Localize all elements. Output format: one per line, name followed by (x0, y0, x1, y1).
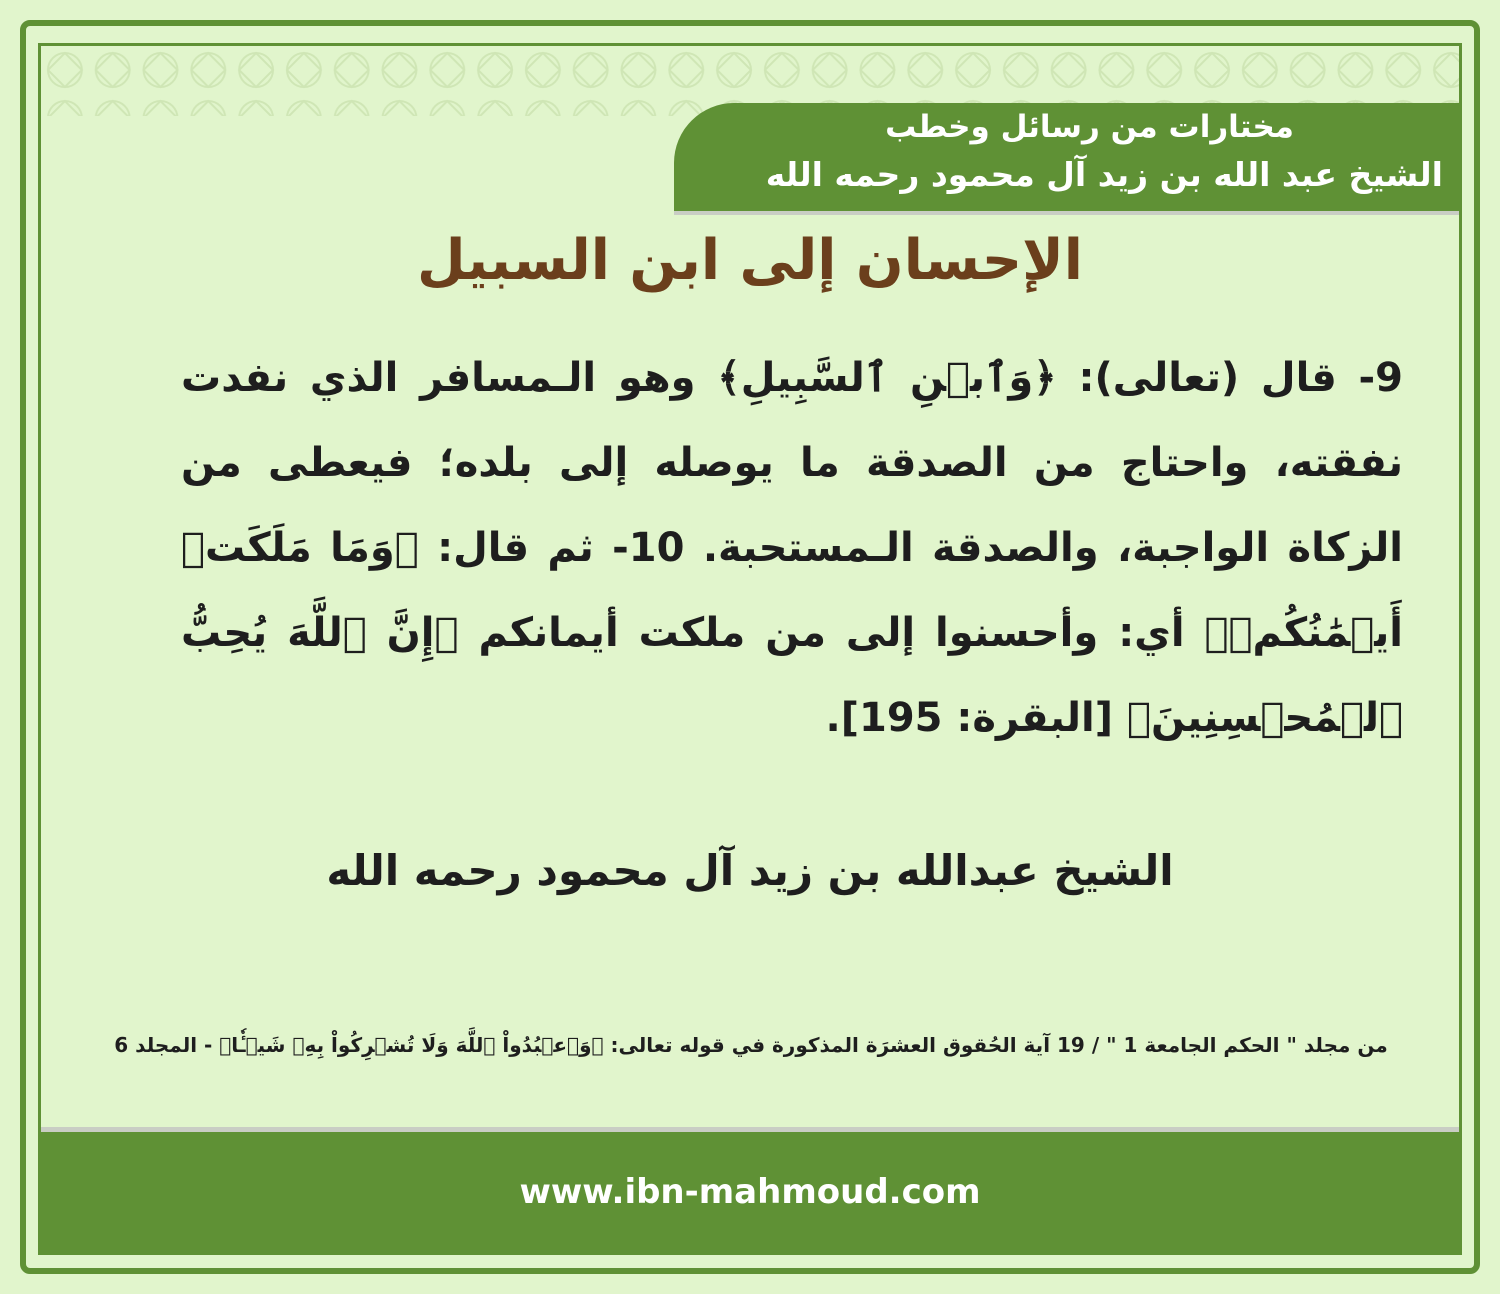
page-title: الإحسان إلى ابن السبيل (417, 228, 1083, 293)
card (38, 43, 1462, 1255)
website-link[interactable]: www.ibn-mahmoud.com (519, 1172, 981, 1212)
header-author: الشيخ عبد الله بن زيد آل محمود رحمه الله (765, 155, 1443, 194)
header-series-title: مختارات من رسائل وخطب (885, 109, 1294, 145)
source-reference: من مجلد " الحكم الجامعة 1 " / 19 آية الحُقوق العشرَة المذكورة في قوله تعالى: ﴿وَٱعۡبُدُواْ ٱللَّهَ وَلَا تُشۡرِكُواْ بِهِۦ شَيۡـٔٗا﴾ - المجلد 6 (114, 1033, 1388, 1057)
footer-banner (41, 1132, 1459, 1252)
body-text: 9- قال (تعالى): ﴿وَٱبۡنِ ٱلسَّبِيلِ﴾ وهو الـمسافر الذي نفدت نفقته، واحتاج من الصدقة ما يوصله إلى بلده؛ فيعطى من الزكاة الواجبة، والصدقة الـمستحبة. 10- ثم قال: ﴿وَمَا مَلَكَتۡ أَيۡمَٰنُكُمۡ﴾ أي: وأحسنوا إلى من ملكت أيمانكم ﴿إِنَّ ٱللَّهَ يُحِبُّ ٱلۡمُحۡسِنِينَ﴾ [البقرة: 195]. (181, 355, 1403, 741)
author-signature: الشيخ عبدالله بن زيد آل محمود رحمه الله (326, 846, 1174, 895)
header-banner (674, 103, 1459, 211)
